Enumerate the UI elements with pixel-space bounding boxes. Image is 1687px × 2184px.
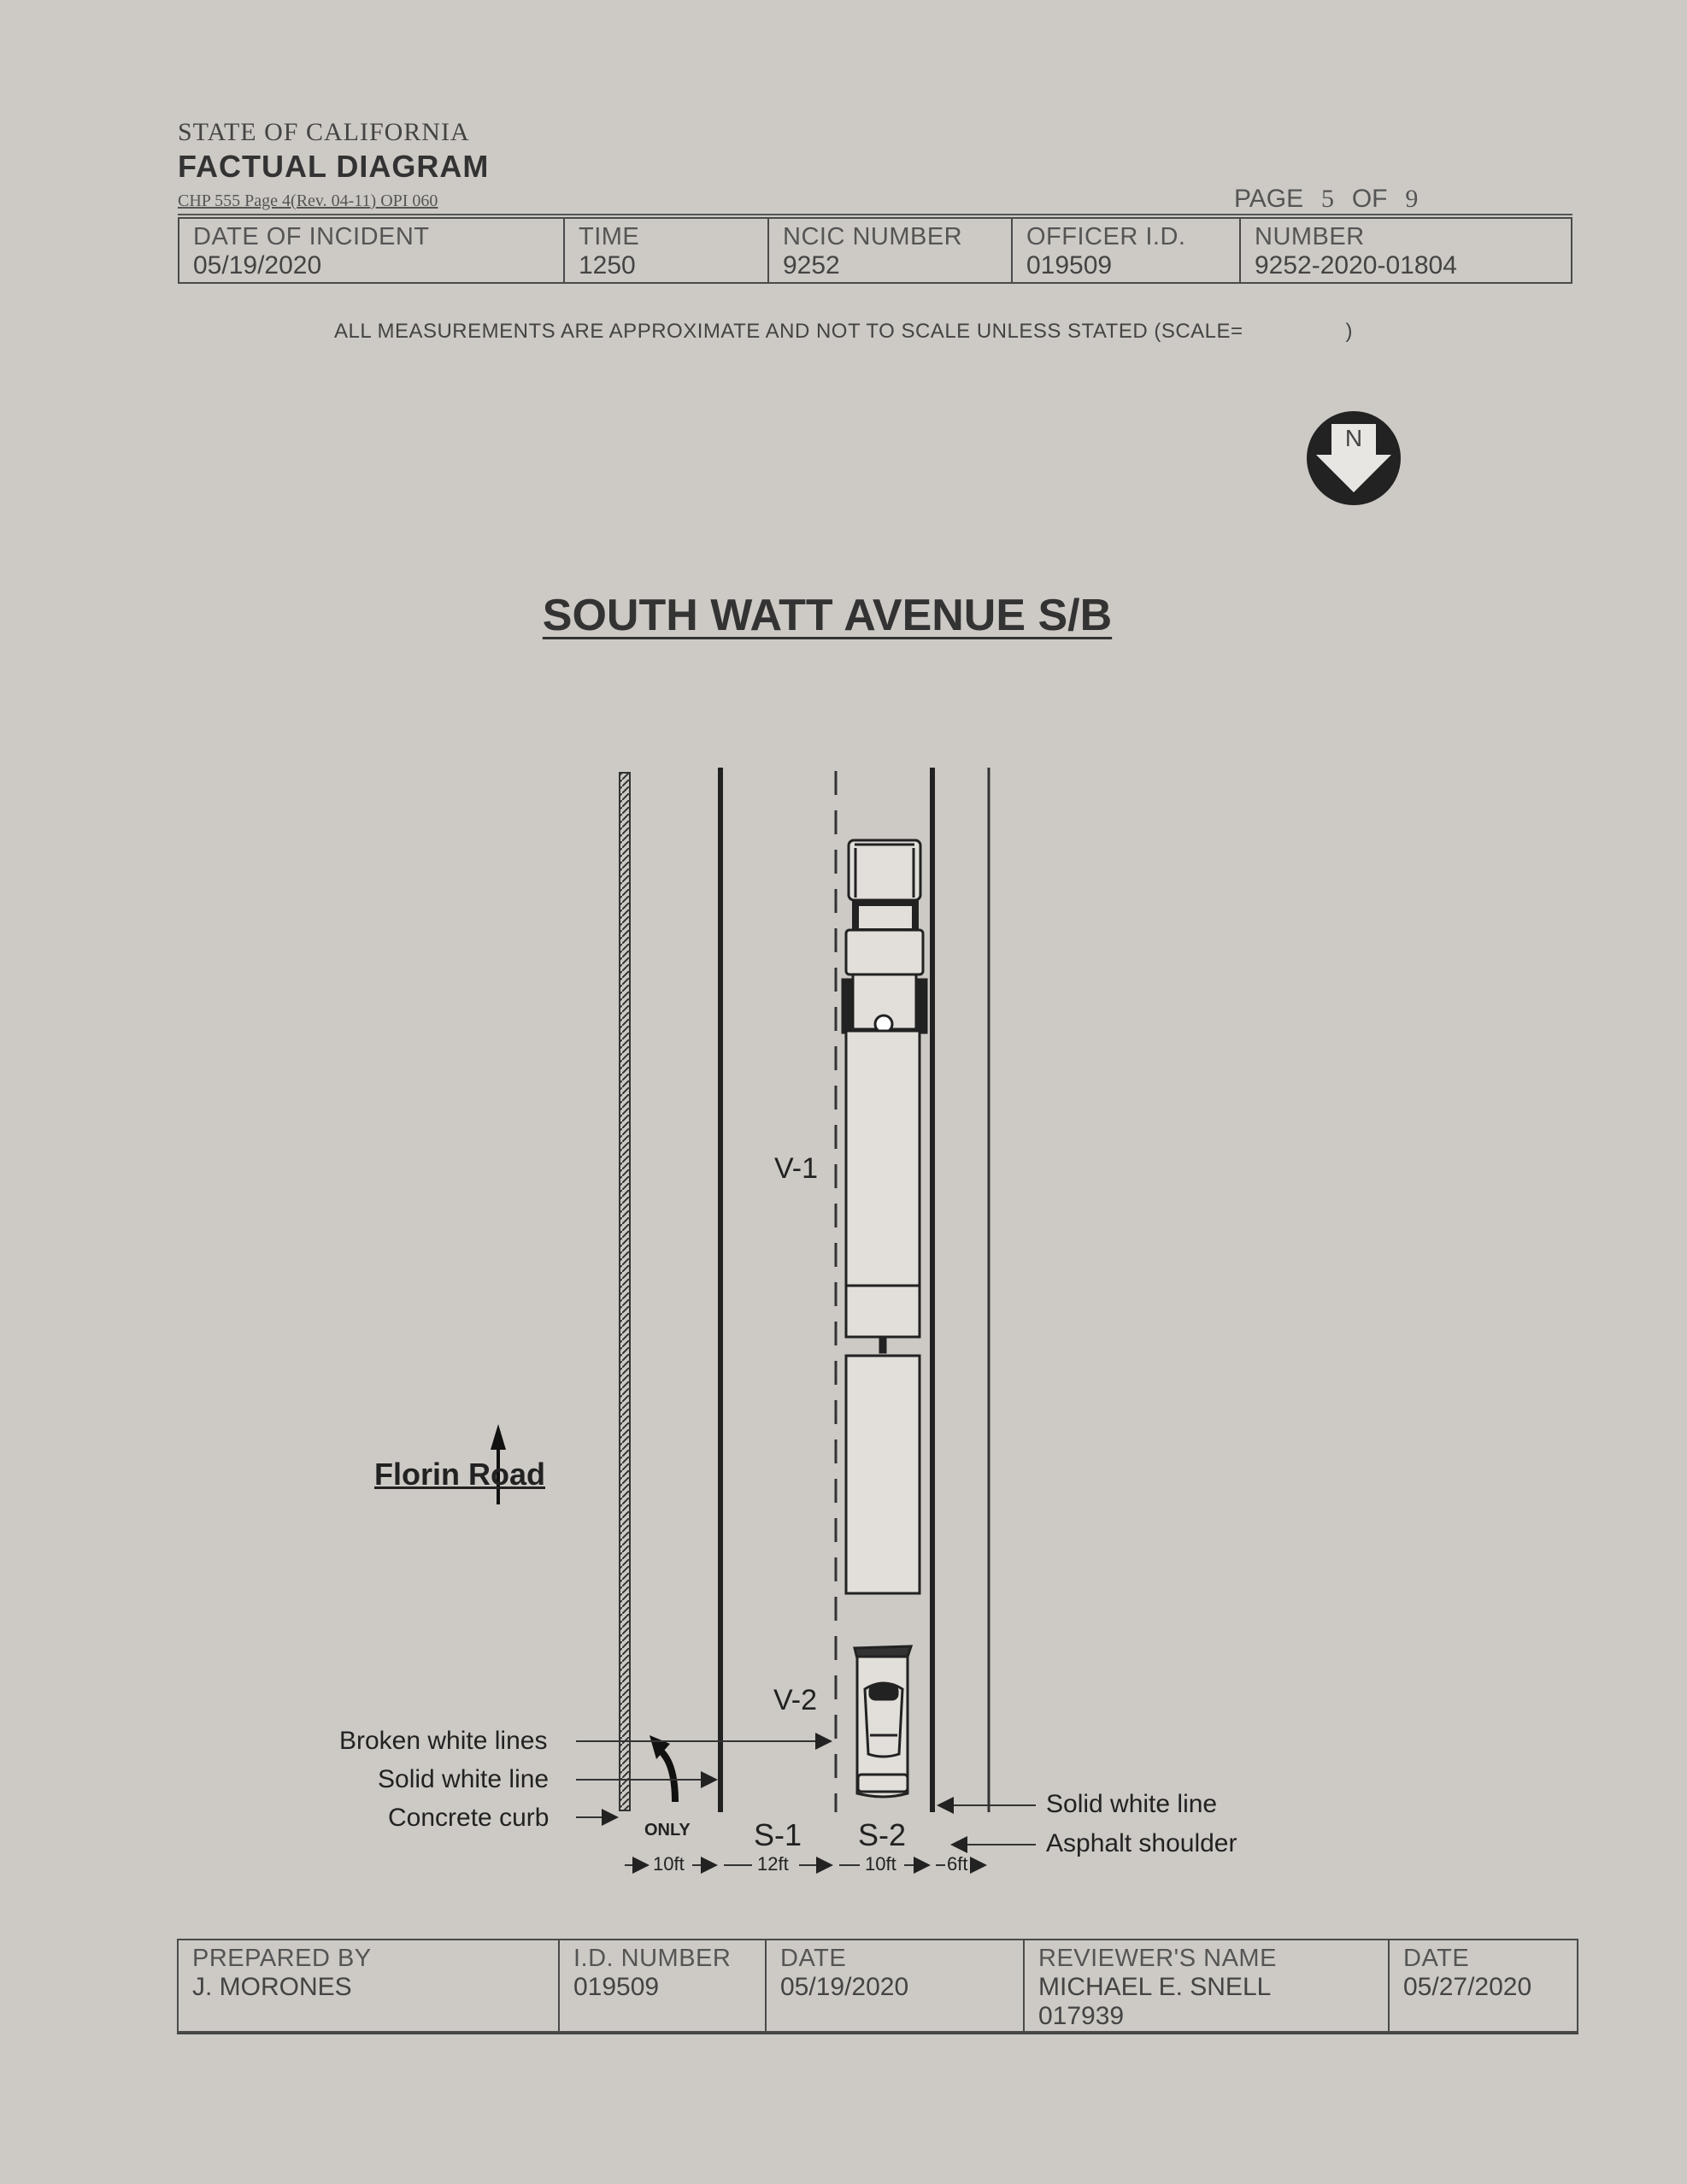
ncic-value: 9252 — [783, 251, 840, 280]
date-of-incident-value: 05/19/2020 — [193, 251, 322, 280]
prepared-by-label: PREPARED BY — [192, 1945, 372, 1972]
id-number-label: I.D. NUMBER — [573, 1945, 732, 1972]
prepared-date-value: 05/19/2020 — [780, 1973, 909, 2001]
incident-info-table — [178, 217, 1572, 284]
measurement-note-text: ALL MEASUREMENTS ARE APPROXIMATE AND NOT TO SCALE UNLESS STATED (SCALE= — [333, 320, 1243, 343]
road-title-text: SOUTH WATT AVENUE S/B — [542, 591, 1113, 640]
road-diagram — [0, 752, 1687, 1932]
officer-id-cell — [1012, 218, 1240, 283]
measurement-note — [0, 320, 1687, 344]
page-total: 9 — [1405, 185, 1419, 213]
page-number: 5 — [1320, 185, 1334, 213]
measurement-note-close: ) — [1345, 320, 1354, 343]
callout-asphalt-shoulder: Asphalt shoulder — [1046, 1829, 1237, 1857]
review-date-value: 05/27/2020 — [1403, 1973, 1532, 2001]
ncic-label: NCIC NUMBER — [783, 223, 963, 250]
lane-s2-label: S-2 — [858, 1817, 907, 1852]
review-date-label: DATE — [1403, 1945, 1470, 1972]
form-title: FACTUAL DIAGRAM — [178, 149, 490, 184]
vehicle-1-label: V-1 — [774, 1152, 819, 1185]
footer-rule — [177, 2033, 1578, 2034]
report-number-label: NUMBER — [1255, 223, 1365, 250]
review-info-table — [177, 1939, 1578, 2033]
shoulder-width: 6ft — [947, 1853, 968, 1875]
prepared-by-value: J. MORONES — [192, 1973, 352, 2001]
prepared-by-cell — [178, 1940, 559, 2032]
page-indicator — [1234, 185, 1429, 214]
reviewer-id: 017939 — [1038, 2002, 1125, 2030]
report-number-value: 9252-2020-01804 — [1255, 251, 1457, 280]
callout-concrete-curb: Concrete curb — [388, 1804, 550, 1832]
time-value: 1250 — [579, 251, 636, 280]
north-label: N — [1344, 425, 1363, 451]
concrete-curb-line — [620, 773, 630, 1810]
cross-street-label: Florin Road — [374, 1457, 545, 1492]
date-of-incident-cell — [179, 218, 564, 283]
callout-solid-white-line-left: Solid white line — [378, 1765, 550, 1793]
report-number-cell — [1240, 218, 1572, 283]
s2-lane-width: 10ft — [865, 1853, 896, 1875]
left-turn-arrow-icon — [658, 1749, 675, 1802]
id-number-value: 019509 — [573, 1973, 660, 2001]
ncic-cell — [768, 218, 1012, 283]
prepared-date-label: DATE — [780, 1945, 847, 1972]
reviewer-label: REVIEWER'S NAME — [1038, 1945, 1277, 1972]
form-number: CHP 555 Page 4(Rev. 04-11) OPI 060 — [178, 191, 438, 210]
up-arrow-icon — [491, 1424, 506, 1450]
officer-id-label: OFFICER I.D. — [1026, 223, 1186, 250]
callout-solid-white-line-right: Solid white line — [1046, 1790, 1218, 1818]
turn-only-label: ONLY — [644, 1821, 691, 1840]
reviewer-name: MICHAEL E. SNELL — [1038, 1973, 1272, 2001]
header-rule — [178, 214, 1572, 215]
review-date-cell — [1389, 1940, 1578, 2032]
callout-broken-white-lines: Broken white lines — [339, 1727, 548, 1755]
officer-id-value: 019509 — [1026, 251, 1113, 280]
vehicle-2-car — [855, 1646, 911, 1797]
turn-lane-width: 10ft — [653, 1853, 685, 1875]
prepared-date-cell — [766, 1940, 1024, 2032]
page-label: PAGE — [1234, 185, 1304, 213]
north-arrow-icon — [1302, 407, 1405, 509]
lane-s1-label: S-1 — [754, 1817, 802, 1852]
vehicle-1-truck — [843, 840, 926, 1593]
time-cell — [564, 218, 768, 283]
of-label: OF — [1351, 185, 1388, 213]
id-number-cell — [559, 1940, 766, 2032]
road-title — [0, 590, 1655, 641]
state-heading: STATE OF CALIFORNIA — [178, 118, 470, 146]
vehicle-2-label: V-2 — [773, 1684, 818, 1716]
date-of-incident-label: DATE OF INCIDENT — [193, 223, 430, 250]
s1-lane-width: 12ft — [757, 1853, 789, 1875]
time-label: TIME — [579, 223, 640, 250]
reviewer-cell — [1024, 1940, 1389, 2032]
